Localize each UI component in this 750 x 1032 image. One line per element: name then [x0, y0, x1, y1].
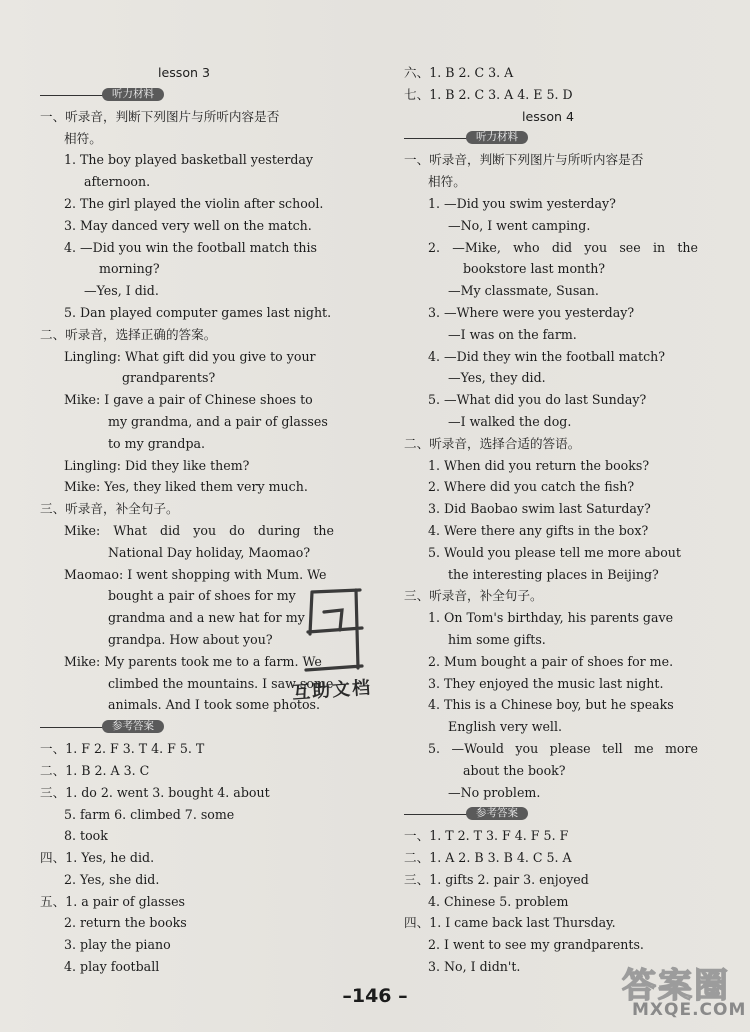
- answer-5: 五、1. a pair of glasses: [40, 893, 186, 909]
- dialog-line-cont: climbed the mountains. I saw some: [108, 675, 334, 691]
- dialog-line: Mike: My parents took me to a farm. We: [64, 653, 322, 669]
- answer-1: 一、1. T 2. T 3. F 4. F 5. F: [404, 828, 569, 844]
- section-3-title: 三、听录音，补全句子。: [40, 501, 179, 517]
- item-3-1: 1. On Tom's birthday, his parents gave: [428, 610, 674, 626]
- answer-3-cont: 8. took: [64, 828, 108, 844]
- answer-4: 四、1. I came back last Thursday.: [404, 915, 616, 931]
- answer-5-cont: 2. return the books: [64, 915, 187, 931]
- section-1-title-cont: 相符。: [428, 174, 466, 190]
- item-1-3-reply: —I was on the farm.: [448, 326, 577, 342]
- answer-5-cont: 3. play the piano: [64, 937, 171, 953]
- dialog-line-cont: my grandma, and a pair of glasses: [108, 413, 328, 429]
- banner-rule: [40, 95, 106, 96]
- section-1-title: 一、听录音，判断下列图片与所听内容是否: [404, 152, 644, 168]
- answer-tag: 参考答案: [102, 720, 164, 733]
- item-1-5: 5. Dan played computer games last night.: [64, 304, 332, 320]
- right-column: [398, 62, 698, 978]
- answer-7: 七、1. B 2. C 3. A 4. E 5. D: [404, 86, 573, 102]
- item-1-1-cont: afternoon.: [84, 174, 151, 190]
- item-3-5-cont: about the book?: [463, 762, 566, 778]
- answer-tag: 参考答案: [466, 807, 528, 820]
- corner-watermark-logo: 答案圈: [622, 966, 730, 1006]
- item-3-5: 5. —Would you please tell me more: [428, 740, 698, 756]
- item-2-1: 1. When did you return the books?: [428, 457, 650, 473]
- item-2-2: 2. Where did you catch the fish?: [428, 479, 635, 495]
- answer-1: 一、1. F 2. F 3. T 4. F 5. T: [40, 741, 205, 757]
- answer-3: 三、1. do 2. went 3. bought 4. about: [40, 784, 270, 800]
- item-2-3: 3. Did Baobao swim last Saturday?: [428, 501, 651, 517]
- answer-2: 二、1. B 2. A 3. C: [40, 762, 150, 778]
- item-1-1: 1. The boy played basketball yesterday: [64, 152, 314, 168]
- item-3-5-reply: —No problem.: [448, 784, 541, 800]
- left-column: [34, 62, 334, 978]
- dialog-line: Lingling: What gift did you give to your: [64, 348, 316, 364]
- watermark-logo-icon: [302, 586, 364, 678]
- watermark-text: 互助文档: [291, 677, 373, 704]
- item-1-4: 4. —Did you win the football match this: [64, 239, 318, 255]
- item-1-1: 1. —Did you swim yesterday?: [428, 195, 616, 211]
- item-2-4: 4. Were there any gifts in the box?: [428, 522, 649, 538]
- dialog-line-cont: animals. And I took some photos.: [108, 697, 321, 713]
- listening-tag: 听力材料: [466, 131, 528, 144]
- section-1-title-cont: 相符。: [64, 130, 102, 146]
- item-1-2-reply: —My classmate, Susan.: [448, 283, 599, 299]
- answer-4-cont: 2. Yes, she did.: [64, 871, 160, 887]
- answer-4: 四、1. Yes, he did.: [40, 850, 155, 866]
- dialog-line-cont: to my grandpa.: [108, 435, 206, 451]
- item-1-3: 3. May danced very well on the match.: [64, 217, 312, 233]
- dialog-line-cont: bought a pair of shoes for my: [108, 588, 296, 604]
- answer-4-cont: 3. No, I didn't.: [428, 959, 521, 975]
- lesson-4-title: lesson 4: [521, 108, 575, 124]
- answer-4-cont: 2. I went to see my grandparents.: [428, 937, 644, 953]
- item-3-4: 4. This is a Chinese boy, but he speaks: [428, 697, 674, 713]
- answer-5-cont: 4. play football: [64, 959, 160, 975]
- corner-watermark: [620, 958, 746, 1024]
- section-1-title: 一、听录音，判断下列图片与所听内容是否: [40, 108, 280, 124]
- item-3-1-cont: him some gifts.: [448, 631, 546, 647]
- banner-rule: [40, 727, 106, 728]
- item-1-2: 2. —Mike, who did you see in the: [428, 239, 698, 255]
- answer-3-cont: 4. Chinese 5. problem: [428, 893, 569, 909]
- item-1-1-reply: —No, I went camping.: [448, 217, 591, 233]
- page-number: –146 –: [342, 985, 408, 1007]
- answer-6: 六、1. B 2. C 3. A: [404, 65, 514, 80]
- answer-3: 三、1. gifts 2. pair 3. enjoyed: [404, 871, 589, 887]
- dialog-line: Mike: What did you do during the: [64, 522, 334, 538]
- item-1-2-cont: bookstore last month?: [463, 261, 606, 277]
- item-3-4-cont: English very well.: [448, 719, 562, 735]
- item-1-4-reply: —Yes, I did.: [84, 283, 159, 299]
- dialog-line: Mike: I gave a pair of Chinese shoes to: [64, 392, 313, 408]
- dialog-line: Lingling: Did they like them?: [64, 457, 250, 473]
- dialog-line-cont: grandpa. How about you?: [108, 631, 273, 647]
- dialog-line: Maomao: I went shopping with Mum. We: [64, 566, 327, 582]
- answer-banner: [34, 718, 334, 736]
- answer-3-cont: 5. farm 6. climbed 7. some: [64, 806, 235, 822]
- item-3-2: 2. Mum bought a pair of shoes for me.: [428, 653, 674, 669]
- item-2-5: 5. Would you please tell me more about: [428, 544, 681, 560]
- lesson-3-title: lesson 3: [157, 65, 211, 80]
- dialog-line-cont: grandparents?: [122, 370, 216, 386]
- answer-2: 二、1. A 2. B 3. B 4. C 5. A: [404, 850, 572, 866]
- item-1-5: 5. —What did you do last Sunday?: [428, 392, 647, 408]
- item-1-3: 3. —Where were you yesterday?: [428, 304, 635, 320]
- section-3-title: 三、听录音，补全句子。: [404, 588, 543, 604]
- item-1-4: 4. —Did they win the football match?: [428, 348, 666, 364]
- item-1-2: 2. The girl played the violin after school.: [64, 195, 324, 211]
- listening-banner: [398, 129, 698, 147]
- item-1-5-reply: —I walked the dog.: [448, 413, 572, 429]
- listening-banner: [34, 86, 334, 104]
- section-2-title: 二、听录音，选择正确的答案。: [40, 326, 217, 342]
- section-2-title: 二、听录音，选择合适的答语。: [404, 435, 581, 451]
- item-2-5-cont: the interesting places in Beijing?: [448, 566, 659, 582]
- item-1-4-reply: —Yes, they did.: [448, 370, 546, 386]
- banner-rule: [404, 814, 470, 815]
- banner-rule: [404, 138, 470, 139]
- dialog-line: Mike: Yes, they liked them very much.: [64, 479, 308, 495]
- item-1-4-cont: morning?: [99, 261, 160, 277]
- dialog-line-cont: National Day holiday, Maomao?: [108, 544, 311, 560]
- listening-tag: 听力材料: [102, 88, 164, 101]
- dialog-line-cont: grandma and a new hat for my: [108, 610, 305, 626]
- item-3-3: 3. They enjoyed the music last night.: [428, 675, 664, 691]
- corner-watermark-url: MXQE.COM: [632, 1000, 747, 1020]
- answer-banner: [398, 805, 698, 823]
